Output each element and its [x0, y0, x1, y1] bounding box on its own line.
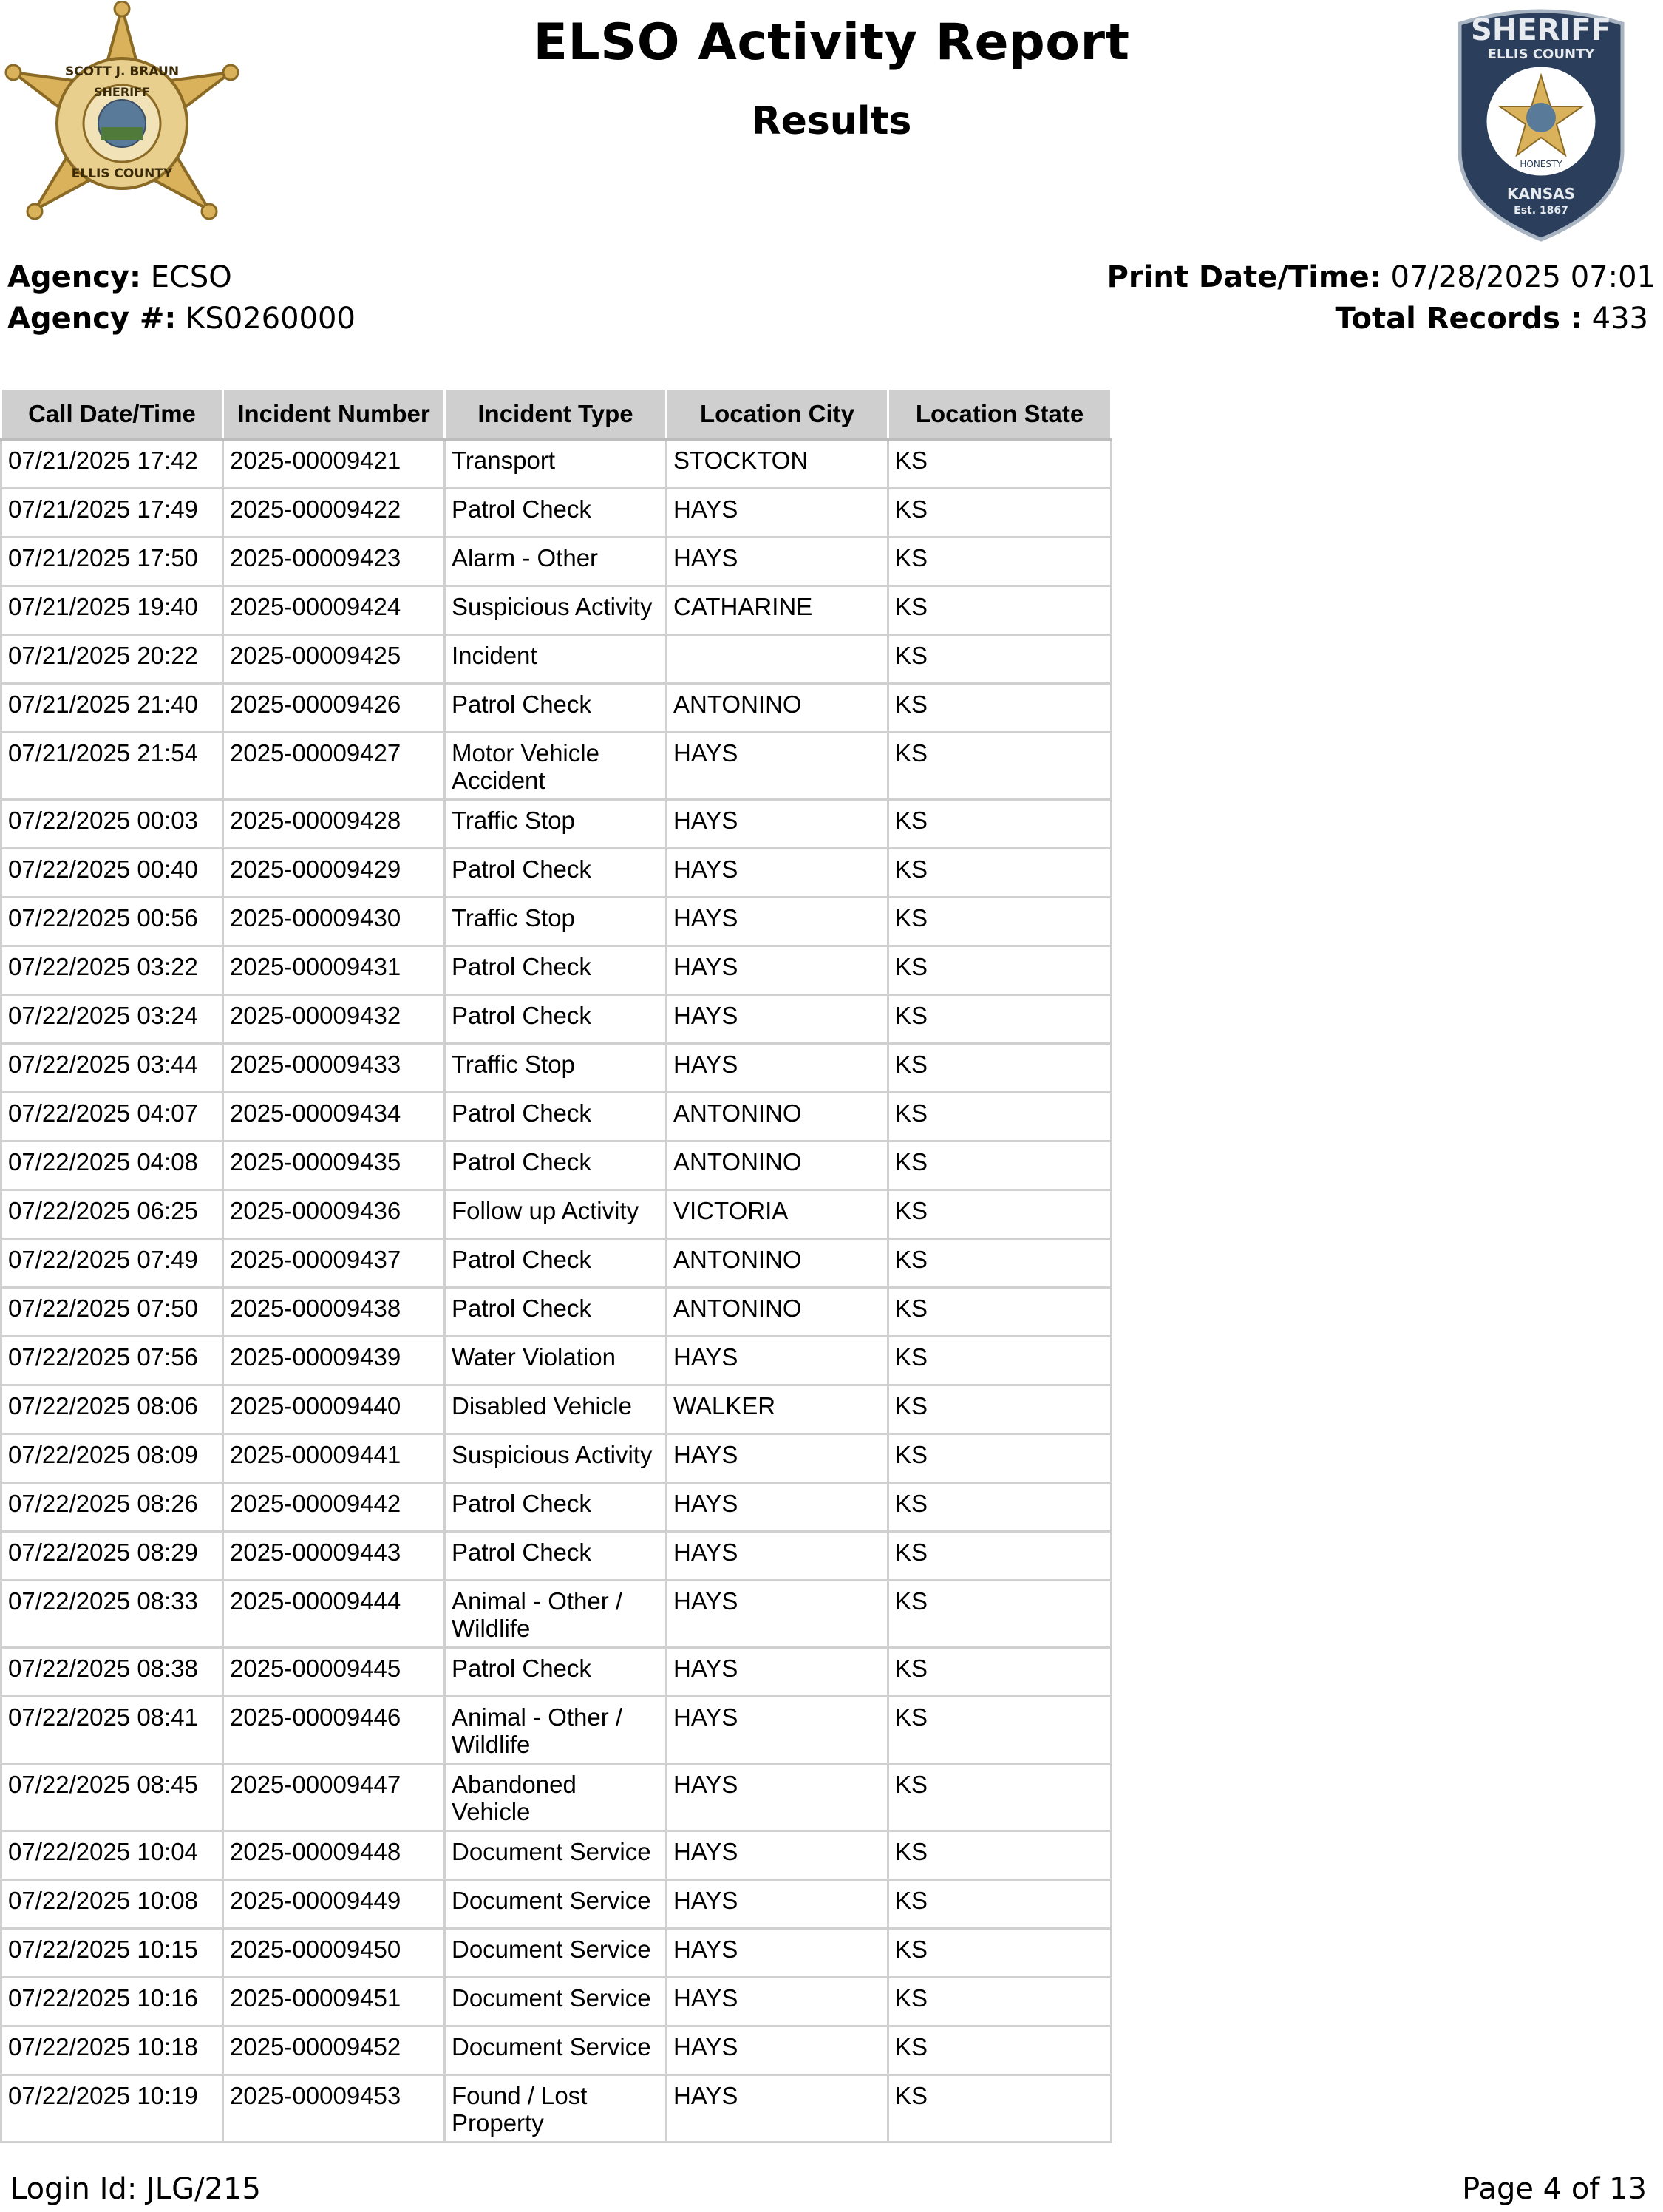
column-header-location-state: Location State: [888, 389, 1112, 440]
report-title: ELSO Activity Report: [533, 13, 1130, 72]
call-datetime-cell: 07/21/2025 17:50: [1, 537, 223, 586]
incident-number-cell: 2025-00009449: [223, 1880, 445, 1929]
incident-type-cell: Follow up Activity: [445, 1190, 667, 1239]
incident-type-cell: Found / Lost Property: [445, 2075, 667, 2143]
call-datetime-cell: 07/22/2025 07:56: [1, 1337, 223, 1385]
incident-type-cell: Patrol Check: [445, 1483, 667, 1532]
location-city-cell: HAYS: [667, 849, 888, 898]
table-row: [1, 1648, 1112, 1697]
table-row: [1, 1764, 1112, 1831]
call-datetime-cell: 07/22/2025 10:04: [1, 1831, 223, 1880]
agency-number-label: Agency #:: [7, 302, 177, 336]
incident-number-cell: 2025-00009434: [223, 1093, 445, 1141]
column-header-location-city: Location City: [667, 389, 888, 440]
incident-type-cell: Patrol Check: [445, 684, 667, 733]
location-city-cell: ANTONINO: [667, 1239, 888, 1288]
location-state-cell: KS: [888, 1190, 1112, 1239]
incident-number-cell: 2025-00009442: [223, 1483, 445, 1532]
location-state-cell: KS: [888, 1581, 1112, 1648]
incident-type-cell: Traffic Stop: [445, 800, 667, 849]
print-datetime-label: Print Date/Time:: [1106, 260, 1381, 294]
call-datetime-cell: 07/22/2025 03:44: [1, 1044, 223, 1093]
call-datetime-cell: 07/22/2025 10:18: [1, 2026, 223, 2075]
incident-number-cell: 2025-00009437: [223, 1239, 445, 1288]
incident-number-cell: 2025-00009427: [223, 733, 445, 800]
incident-type-cell: Traffic Stop: [445, 898, 667, 946]
location-city-cell: HAYS: [667, 1929, 888, 1978]
print-datetime-value: 07/28/2025 07:01: [1390, 260, 1656, 294]
call-datetime-cell: 07/22/2025 10:16: [1, 1978, 223, 2026]
table-row: [1, 1532, 1112, 1581]
incident-number-cell: 2025-00009440: [223, 1385, 445, 1434]
table-row: [1, 489, 1112, 537]
call-datetime-cell: 07/22/2025 04:07: [1, 1093, 223, 1141]
incident-type-cell: Document Service: [445, 1831, 667, 1880]
total-records-line: [1336, 302, 1649, 336]
incident-number-cell: 2025-00009422: [223, 489, 445, 537]
location-city-cell: HAYS: [667, 995, 888, 1044]
incident-type-cell: Patrol Check: [445, 995, 667, 1044]
location-state-cell: KS: [888, 1532, 1112, 1581]
incident-number-cell: 2025-00009439: [223, 1337, 445, 1385]
table-row: [1, 849, 1112, 898]
incident-type-cell: Water Violation: [445, 1337, 667, 1385]
incident-number-cell: 2025-00009451: [223, 1978, 445, 2026]
incident-number-cell: 2025-00009428: [223, 800, 445, 849]
call-datetime-cell: 07/21/2025 17:49: [1, 489, 223, 537]
svg-text:Est. 1867: Est. 1867: [1514, 205, 1568, 217]
location-state-cell: KS: [888, 1385, 1112, 1434]
incident-number-cell: 2025-00009450: [223, 1929, 445, 1978]
table-row: [1, 1190, 1112, 1239]
incident-number-cell: 2025-00009443: [223, 1532, 445, 1581]
table-row: [1, 800, 1112, 849]
location-city-cell: ANTONINO: [667, 1141, 888, 1190]
location-city-cell: HAYS: [667, 733, 888, 800]
call-datetime-cell: 07/22/2025 08:29: [1, 1532, 223, 1581]
location-city-cell: HAYS: [667, 2026, 888, 2075]
location-state-cell: KS: [888, 1337, 1112, 1385]
agency-line: [7, 260, 232, 294]
table-row: [1, 440, 1112, 489]
location-city-cell: [667, 635, 888, 684]
location-city-cell: HAYS: [667, 1337, 888, 1385]
location-state-cell: KS: [888, 1929, 1112, 1978]
location-city-cell: VICTORIA: [667, 1190, 888, 1239]
location-city-cell: HAYS: [667, 489, 888, 537]
table-row: [1, 635, 1112, 684]
incident-number-cell: 2025-00009432: [223, 995, 445, 1044]
location-city-cell: HAYS: [667, 2075, 888, 2143]
location-city-cell: HAYS: [667, 1978, 888, 2026]
call-datetime-cell: 07/22/2025 03:24: [1, 995, 223, 1044]
call-datetime-cell: 07/22/2025 03:22: [1, 946, 223, 995]
total-records-value: 433: [1591, 302, 1648, 336]
incident-type-cell: Document Service: [445, 1978, 667, 2026]
incident-type-cell: Patrol Check: [445, 849, 667, 898]
location-city-cell: HAYS: [667, 537, 888, 586]
location-state-cell: KS: [888, 1831, 1112, 1880]
results-table: [0, 387, 1112, 2143]
call-datetime-cell: 07/22/2025 06:25: [1, 1190, 223, 1239]
login-id: Login Id: JLG/215: [10, 2172, 261, 2206]
total-records-label: Total Records :: [1335, 302, 1582, 336]
call-datetime-cell: 07/22/2025 08:41: [1, 1697, 223, 1764]
incident-type-cell: Alarm - Other: [445, 537, 667, 586]
call-datetime-cell: 07/22/2025 10:15: [1, 1929, 223, 1978]
incident-type-cell: Transport: [445, 440, 667, 489]
incident-type-cell: Suspicious Activity: [445, 1434, 667, 1483]
svg-text:SHERIFF: SHERIFF: [1471, 13, 1611, 47]
location-city-cell: HAYS: [667, 898, 888, 946]
location-city-cell: HAYS: [667, 800, 888, 849]
table-row: [1, 1093, 1112, 1141]
agency-number-value: KS0260000: [186, 302, 356, 336]
location-state-cell: KS: [888, 1483, 1112, 1532]
table-row: [1, 1288, 1112, 1337]
location-state-cell: KS: [888, 537, 1112, 586]
svg-text:ELLIS COUNTY: ELLIS COUNTY: [1487, 47, 1595, 62]
incident-number-cell: 2025-00009438: [223, 1288, 445, 1337]
table-row: [1, 1141, 1112, 1190]
location-state-cell: KS: [888, 898, 1112, 946]
incident-type-cell: Suspicious Activity: [445, 586, 667, 635]
location-state-cell: KS: [888, 849, 1112, 898]
table-row: [1, 537, 1112, 586]
location-state-cell: KS: [888, 1093, 1112, 1141]
location-state-cell: KS: [888, 1697, 1112, 1764]
incident-number-cell: 2025-00009429: [223, 849, 445, 898]
incident-number-cell: 2025-00009452: [223, 2026, 445, 2075]
call-datetime-cell: 07/22/2025 08:09: [1, 1434, 223, 1483]
incident-number-cell: 2025-00009436: [223, 1190, 445, 1239]
incident-number-cell: 2025-00009421: [223, 440, 445, 489]
table-row: [1, 2026, 1112, 2075]
table-row: [1, 733, 1112, 800]
page-number: Page 4 of 13: [1462, 2172, 1647, 2206]
incident-number-cell: 2025-00009453: [223, 2075, 445, 2143]
table-row: [1, 1434, 1112, 1483]
incident-type-cell: Document Service: [445, 2026, 667, 2075]
call-datetime-cell: 07/22/2025 00:03: [1, 800, 223, 849]
incident-type-cell: Patrol Check: [445, 489, 667, 537]
incident-number-cell: 2025-00009423: [223, 537, 445, 586]
location-state-cell: KS: [888, 489, 1112, 537]
incident-type-cell: Animal - Other / Wildlife: [445, 1697, 667, 1764]
incident-number-cell: 2025-00009430: [223, 898, 445, 946]
table-row: [1, 1978, 1112, 2026]
location-city-cell: ANTONINO: [667, 1093, 888, 1141]
location-state-cell: KS: [888, 1764, 1112, 1831]
location-city-cell: HAYS: [667, 1764, 888, 1831]
table-row: [1, 1831, 1112, 1880]
call-datetime-cell: 07/22/2025 10:08: [1, 1880, 223, 1929]
location-state-cell: KS: [888, 2075, 1112, 2143]
incident-type-cell: Motor Vehicle Accident: [445, 733, 667, 800]
agency-label: Agency:: [7, 260, 141, 294]
location-state-cell: KS: [888, 1044, 1112, 1093]
location-city-cell: HAYS: [667, 946, 888, 995]
call-datetime-cell: 07/22/2025 00:56: [1, 898, 223, 946]
location-state-cell: KS: [888, 995, 1112, 1044]
table-row: [1, 1239, 1112, 1288]
incident-type-cell: Patrol Check: [445, 1648, 667, 1697]
call-datetime-cell: 07/21/2025 20:22: [1, 635, 223, 684]
agency-value: ECSO: [150, 260, 232, 294]
results-table-body: [1, 440, 1112, 2143]
agency-number-line: [7, 302, 356, 336]
location-state-cell: KS: [888, 1880, 1112, 1929]
incident-type-cell: Patrol Check: [445, 1288, 667, 1337]
location-city-cell: HAYS: [667, 1581, 888, 1648]
incident-type-cell: Document Service: [445, 1880, 667, 1929]
incident-number-cell: 2025-00009435: [223, 1141, 445, 1190]
svg-text:KANSAS: KANSAS: [1506, 185, 1576, 203]
incident-number-cell: 2025-00009446: [223, 1697, 445, 1764]
table-row: [1, 898, 1112, 946]
call-datetime-cell: 07/22/2025 07:49: [1, 1239, 223, 1288]
svg-text:ELLIS COUNTY: ELLIS COUNTY: [71, 166, 173, 181]
incident-number-cell: 2025-00009448: [223, 1831, 445, 1880]
incident-type-cell: Incident: [445, 635, 667, 684]
incident-number-cell: 2025-00009425: [223, 635, 445, 684]
location-state-cell: KS: [888, 1288, 1112, 1337]
location-city-cell: ANTONINO: [667, 684, 888, 733]
location-state-cell: KS: [888, 1978, 1112, 2026]
call-datetime-cell: 07/21/2025 21:40: [1, 684, 223, 733]
column-header-call-datetime: Call Date/Time: [1, 389, 223, 440]
location-city-cell: HAYS: [667, 1831, 888, 1880]
incident-number-cell: 2025-00009424: [223, 586, 445, 635]
call-datetime-cell: 07/21/2025 21:54: [1, 733, 223, 800]
call-datetime-cell: 07/22/2025 08:33: [1, 1581, 223, 1648]
location-city-cell: HAYS: [667, 1697, 888, 1764]
table-row: [1, 684, 1112, 733]
incident-type-cell: Animal - Other / Wildlife: [445, 1581, 667, 1648]
location-state-cell: KS: [888, 440, 1112, 489]
column-header-incident-type: Incident Type: [445, 389, 667, 440]
call-datetime-cell: 07/21/2025 19:40: [1, 586, 223, 635]
incident-number-cell: 2025-00009441: [223, 1434, 445, 1483]
incident-type-cell: Disabled Vehicle: [445, 1385, 667, 1434]
svg-text:HONESTY: HONESTY: [1520, 159, 1562, 169]
incident-number-cell: 2025-00009447: [223, 1764, 445, 1831]
call-datetime-cell: 07/22/2025 04:08: [1, 1141, 223, 1190]
incident-number-cell: 2025-00009445: [223, 1648, 445, 1697]
location-city-cell: WALKER: [667, 1385, 888, 1434]
location-city-cell: HAYS: [667, 1434, 888, 1483]
location-city-cell: CATHARINE: [667, 586, 888, 635]
location-city-cell: ANTONINO: [667, 1288, 888, 1337]
table-row: [1, 1385, 1112, 1434]
table-row: [1, 2075, 1112, 2143]
location-city-cell: HAYS: [667, 1880, 888, 1929]
svg-text:SCOTT J. BRAUN: SCOTT J. BRAUN: [64, 64, 180, 79]
table-row: [1, 1697, 1112, 1764]
table-row: [1, 995, 1112, 1044]
location-state-cell: KS: [888, 733, 1112, 800]
call-datetime-cell: 07/22/2025 10:19: [1, 2075, 223, 2143]
location-state-cell: KS: [888, 1434, 1112, 1483]
incident-type-cell: Patrol Check: [445, 946, 667, 995]
table-row: [1, 1581, 1112, 1648]
location-state-cell: KS: [888, 1141, 1112, 1190]
table-row: [1, 1483, 1112, 1532]
report-subtitle: Results: [751, 99, 912, 143]
incident-type-cell: Traffic Stop: [445, 1044, 667, 1093]
column-header-incident-number: Incident Number: [223, 389, 445, 440]
location-state-cell: KS: [888, 800, 1112, 849]
svg-text:SHERIFF: SHERIFF: [94, 85, 150, 99]
call-datetime-cell: 07/22/2025 08:38: [1, 1648, 223, 1697]
table-row: [1, 1880, 1112, 1929]
table-row: [1, 1337, 1112, 1385]
call-datetime-cell: 07/22/2025 07:50: [1, 1288, 223, 1337]
location-state-cell: KS: [888, 1239, 1112, 1288]
incident-number-cell: 2025-00009426: [223, 684, 445, 733]
location-state-cell: KS: [888, 684, 1112, 733]
location-city-cell: STOCKTON: [667, 440, 888, 489]
incident-type-cell: Abandoned Vehicle: [445, 1764, 667, 1831]
incident-type-cell: Patrol Check: [445, 1239, 667, 1288]
location-city-cell: HAYS: [667, 1044, 888, 1093]
call-datetime-cell: 07/22/2025 08:06: [1, 1385, 223, 1434]
table-row: [1, 1044, 1112, 1093]
location-state-cell: KS: [888, 635, 1112, 684]
incident-type-cell: Patrol Check: [445, 1532, 667, 1581]
incident-type-cell: Patrol Check: [445, 1093, 667, 1141]
incident-number-cell: 2025-00009431: [223, 946, 445, 995]
call-datetime-cell: 07/22/2025 08:45: [1, 1764, 223, 1831]
call-datetime-cell: 07/22/2025 00:40: [1, 849, 223, 898]
table-row: [1, 586, 1112, 635]
results-table-header: [1, 389, 1112, 440]
incident-number-cell: 2025-00009444: [223, 1581, 445, 1648]
location-city-cell: HAYS: [667, 1532, 888, 1581]
location-city-cell: HAYS: [667, 1483, 888, 1532]
incident-type-cell: Patrol Check: [445, 1141, 667, 1190]
location-state-cell: KS: [888, 586, 1112, 635]
call-datetime-cell: 07/22/2025 08:26: [1, 1483, 223, 1532]
print-datetime-line: [1107, 260, 1656, 294]
incident-number-cell: 2025-00009433: [223, 1044, 445, 1093]
table-row: [1, 946, 1112, 995]
location-state-cell: KS: [888, 946, 1112, 995]
location-city-cell: HAYS: [667, 1648, 888, 1697]
incident-type-cell: Document Service: [445, 1929, 667, 1978]
location-state-cell: KS: [888, 2026, 1112, 2075]
table-row: [1, 1929, 1112, 1978]
call-datetime-cell: 07/21/2025 17:42: [1, 440, 223, 489]
location-state-cell: KS: [888, 1648, 1112, 1697]
